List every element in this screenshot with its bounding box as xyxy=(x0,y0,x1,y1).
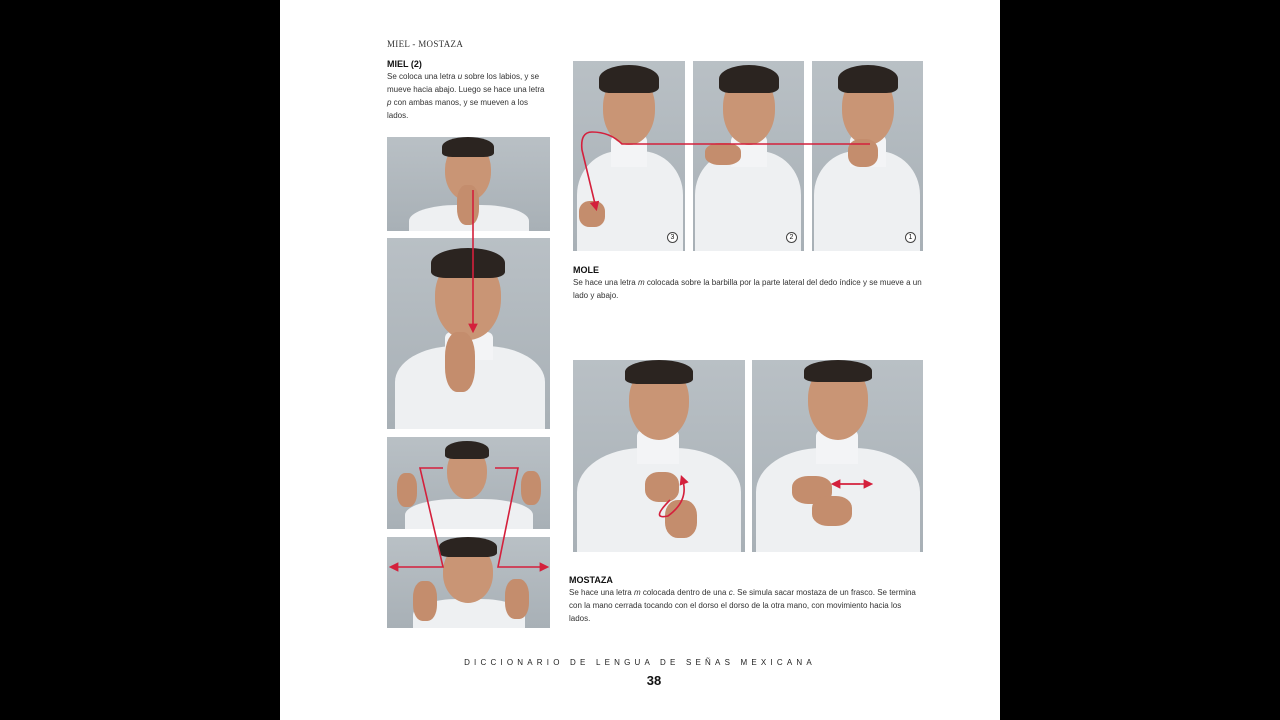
left-hand xyxy=(413,581,437,621)
entry-mole xyxy=(573,265,923,302)
hand xyxy=(445,332,475,392)
entry-title-miel: MIEL (2) xyxy=(387,59,422,69)
hair xyxy=(442,137,494,157)
left-hand xyxy=(397,473,417,507)
letter-m: m xyxy=(637,278,645,287)
mostaza-photo-1 xyxy=(573,360,745,552)
text-part: con ambas manos, y se mueven a los lados. xyxy=(387,98,528,120)
letter-m: m xyxy=(633,588,641,597)
hair xyxy=(445,441,489,459)
entry-text-mostaza xyxy=(569,586,919,625)
entry-title-mostaza: MOSTAZA xyxy=(569,575,613,585)
text-part: colocada dentro de una xyxy=(640,588,729,597)
hand-bottom xyxy=(665,500,697,538)
text-part: Se hace una letra xyxy=(573,278,638,287)
hand xyxy=(848,139,878,167)
miel-photo-3 xyxy=(387,437,550,529)
hair xyxy=(804,360,872,382)
mole-photo-2 xyxy=(693,61,804,251)
entry-text-mole xyxy=(573,276,923,302)
book-page xyxy=(280,0,1000,720)
letter-p: p xyxy=(387,98,392,107)
miel-photo-4 xyxy=(387,537,550,628)
right-hand xyxy=(505,579,529,619)
hair xyxy=(431,248,505,278)
entry-mostaza xyxy=(569,575,919,625)
hair xyxy=(625,360,693,384)
entry-text-miel xyxy=(387,70,547,122)
miel-photo-1 xyxy=(387,137,550,231)
letter-c: c xyxy=(728,588,733,597)
hair xyxy=(599,65,659,93)
hair xyxy=(719,65,779,93)
fist-bottom xyxy=(812,496,852,526)
hair xyxy=(439,537,497,557)
letter-u: u xyxy=(457,72,463,81)
mole-photo-3 xyxy=(573,61,685,251)
running-head: MIEL - MOSTAZA xyxy=(387,39,464,49)
hand xyxy=(457,185,479,225)
text-part: Se coloca una letra xyxy=(387,72,458,81)
hand-top xyxy=(645,472,679,502)
step-badge-1: 1 xyxy=(905,232,916,243)
miel-photo-2 xyxy=(387,238,550,429)
text-part: colocada sobre la barbilla por la parte lateral del dedo índice y se mueve a un lado y abajo. xyxy=(573,278,922,300)
entry-miel xyxy=(387,59,547,122)
text-part: . Se simula sacar mostaza de un frasco. Se termina con la mano cerrada tocando con el dorso el dorso de la otra mano, con movimiento hacia los lados. xyxy=(569,588,916,623)
right-hand xyxy=(521,471,541,505)
text-part: Se hace una letra xyxy=(569,588,634,597)
shirt xyxy=(405,499,533,529)
mostaza-photo-2 xyxy=(752,360,923,552)
page-number: 38 xyxy=(646,673,662,688)
book-title-footer: DICCIONARIO DE LENGUA DE SEÑAS MEXICANA xyxy=(464,658,816,667)
text-part: sobre los labios, y se mueve hacia abajo. Luego se hace una letra xyxy=(387,72,545,94)
mole-photo-1 xyxy=(812,61,923,251)
hair xyxy=(838,65,898,93)
step-badge-2: 2 xyxy=(786,232,797,243)
hand xyxy=(579,201,605,227)
entry-title-mole: MOLE xyxy=(573,265,599,275)
step-badge-3: 3 xyxy=(667,232,678,243)
hand xyxy=(705,143,741,165)
